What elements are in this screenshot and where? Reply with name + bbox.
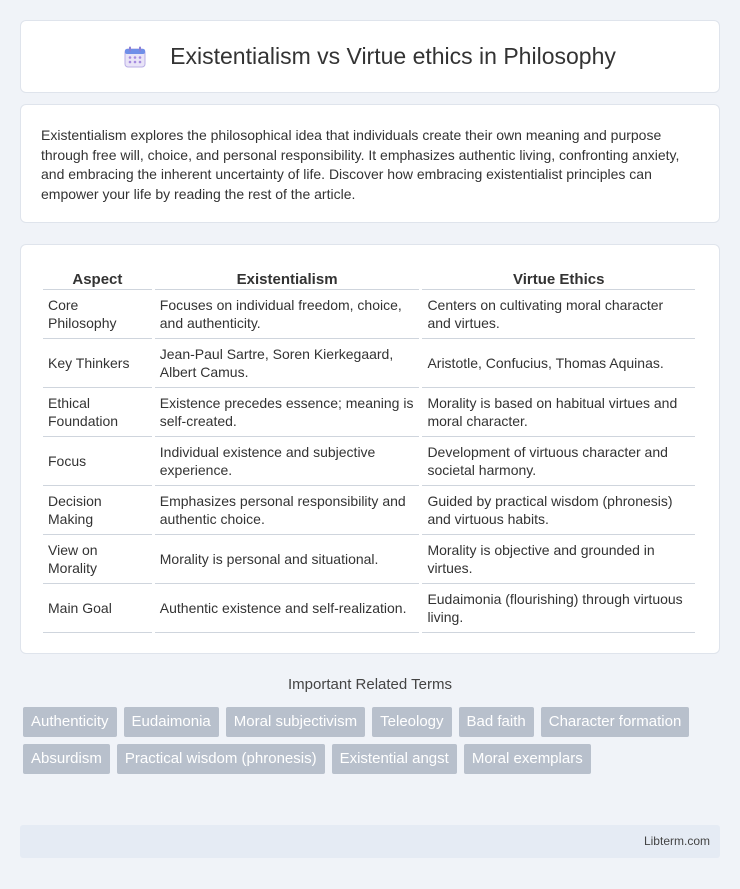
intro-text: Existentialism explores the philosophical idea that individuals create their own meaning and purpose through free will, choice, and personal responsibility. It emphasizes authentic living, confronting anxiety, and embracing the inherent uncertainty of life. Discover how embracing existentialist principles can empower your life by reading the rest of the article. (41, 127, 680, 202)
intro-card (20, 104, 720, 223)
cell-virtue-ethics: Development of virtuous character and societal harmony. (422, 437, 695, 486)
cell-virtue-ethics: Eudaimonia (flourishing) through virtuous living. (422, 584, 695, 633)
tag-eudaimonia[interactable]: Eudaimonia (124, 707, 219, 737)
cell-aspect: Core Philosophy (43, 290, 152, 339)
page-title: Existentialism vs Virtue ethics in Philosophy (170, 43, 616, 69)
cell-existentialism: Individual existence and subjective experience. (155, 437, 420, 486)
table-row (43, 339, 695, 388)
footer-site-link[interactable]: Libterm.com (643, 834, 710, 848)
tag-authenticity[interactable]: Authenticity (23, 707, 117, 737)
cell-aspect: Decision Making (43, 486, 152, 535)
cell-existentialism: Authentic existence and self-realization. (155, 584, 420, 633)
cell-existentialism: Emphasizes personal responsibility and authentic choice. (155, 486, 420, 535)
table-row (43, 535, 695, 584)
cell-aspect: Ethical Foundation (43, 388, 152, 437)
tag-bad-faith[interactable]: Bad faith (459, 707, 534, 737)
cell-virtue-ethics: Guided by practical wisdom (phronesis) and virtuous habits. (422, 486, 695, 535)
tag-character-formation[interactable]: Character formation (541, 707, 690, 737)
cell-aspect: Focus (43, 437, 152, 486)
cell-aspect: Key Thinkers (43, 339, 152, 388)
table-row (43, 388, 695, 437)
tag-absurdism[interactable]: Absurdism (23, 744, 110, 774)
tag-existential-angst[interactable]: Existential angst (332, 744, 457, 774)
table-row (43, 437, 695, 486)
related-terms-list (23, 707, 723, 774)
header-virtue-ethics: Virtue Ethics (422, 265, 695, 290)
table-header-row (43, 265, 695, 290)
calendar-icon (124, 46, 146, 68)
cell-aspect: Main Goal (43, 584, 152, 633)
table-row (43, 486, 695, 535)
comparison-table-card (20, 244, 720, 654)
header-card (20, 20, 720, 93)
header-aspect: Aspect (43, 265, 152, 290)
tag-moral-subjectivism[interactable]: Moral subjectivism (226, 707, 365, 737)
cell-aspect: View on Morality (43, 535, 152, 584)
header-existentialism: Existentialism (155, 265, 420, 290)
tag-teleology[interactable]: Teleology (372, 707, 451, 737)
cell-virtue-ethics: Morality is based on habitual virtues and moral character. (422, 388, 695, 437)
comparison-table (40, 265, 698, 633)
cell-virtue-ethics: Centers on cultivating moral character and virtues. (422, 290, 695, 339)
tag-moral-exemplars[interactable]: Moral exemplars (464, 744, 591, 774)
footer (20, 825, 720, 858)
related-terms-title: Important Related Terms (288, 676, 452, 693)
cell-existentialism: Morality is personal and situational. (155, 535, 420, 584)
cell-virtue-ethics: Morality is objective and grounded in virtues. (422, 535, 695, 584)
table-row (43, 290, 695, 339)
cell-existentialism: Jean-Paul Sartre, Soren Kierkegaard, Albert Camus. (155, 339, 420, 388)
cell-virtue-ethics: Aristotle, Confucius, Thomas Aquinas. (422, 339, 695, 388)
table-row (43, 584, 695, 633)
cell-existentialism: Existence precedes essence; meaning is self-created. (155, 388, 420, 437)
tag-practical-wisdom[interactable]: Practical wisdom (phronesis) (117, 744, 325, 774)
cell-existentialism: Focuses on individual freedom, choice, and authenticity. (155, 290, 420, 339)
